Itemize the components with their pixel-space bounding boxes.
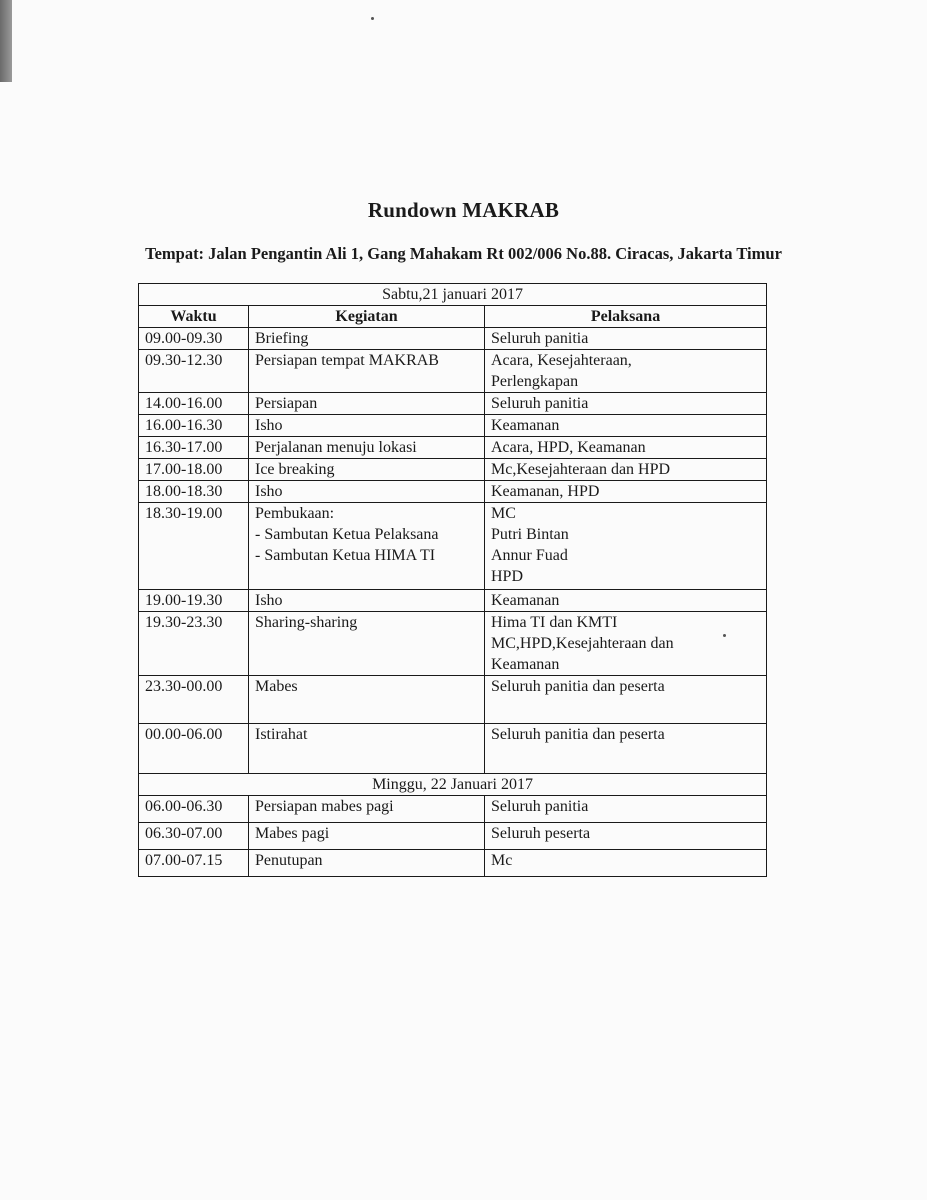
activity-text: Mabes <box>255 678 298 695</box>
activity-cell <box>249 676 485 724</box>
activity-text: Isho <box>255 417 283 434</box>
rundown-table-body <box>139 284 767 877</box>
schedule-row <box>139 850 767 877</box>
executor-text: Annur Fuad <box>491 547 568 564</box>
time-cell: 16.00-16.30 <box>139 415 249 437</box>
activity-text: Istirahat <box>255 726 308 743</box>
schedule-row <box>139 459 767 481</box>
activity-text: Briefing <box>255 330 309 347</box>
rundown-table <box>138 283 767 877</box>
executor-text: Perlengkapan <box>491 373 579 390</box>
time-cell: 16.30-17.00 <box>139 437 249 459</box>
day-label: Sabtu,21 januari 2017 <box>139 284 767 306</box>
activity-cell <box>249 459 485 481</box>
executor-text: Keamanan, HPD <box>491 483 600 500</box>
schedule-row <box>139 415 767 437</box>
executor-cell <box>485 459 767 481</box>
activity-text: Mabes pagi <box>255 825 330 842</box>
executor-cell <box>485 612 767 676</box>
executor-text: Mc,Kesejahteraan dan HPD <box>491 461 671 478</box>
scan-speck <box>371 17 374 20</box>
activity-cell <box>249 393 485 415</box>
activity-text: Pembukaan: <box>255 505 335 522</box>
activity-text: Persiapan tempat MAKRAB <box>255 352 439 369</box>
activity-cell <box>249 328 485 350</box>
activity-text: - Sambutan Ketua HIMA TI <box>255 547 436 564</box>
time-cell: 18.00-18.30 <box>139 481 249 503</box>
activity-text: Ice breaking <box>255 461 335 478</box>
time-cell: 09.30-12.30 <box>139 350 249 393</box>
schedule-row <box>139 724 767 774</box>
executor-text: HPD <box>491 568 524 585</box>
executor-text: Acara, HPD, Keamanan <box>491 439 646 456</box>
activity-cell <box>249 612 485 676</box>
executor-cell <box>485 590 767 612</box>
executor-text: Mc <box>491 852 513 869</box>
header-row <box>139 306 767 328</box>
location-line: Tempat: Jalan Pengantin Ali 1, Gang Mahakam Rt 002/006 No.88. Ciracas, Jakarta Timur <box>145 244 782 263</box>
time-cell: 17.00-18.00 <box>139 459 249 481</box>
time-cell: 19.00-19.30 <box>139 590 249 612</box>
activity-text: Penutupan <box>255 852 323 869</box>
scan-edge-shadow <box>0 0 12 82</box>
schedule-row <box>139 481 767 503</box>
schedule-row <box>139 612 767 676</box>
schedule-row <box>139 503 767 590</box>
executor-text: MC <box>491 505 516 522</box>
schedule-row <box>139 350 767 393</box>
column-header-waktu: Waktu <box>139 306 249 328</box>
activity-text: Perjalanan menuju lokasi <box>255 439 417 456</box>
executor-cell <box>485 415 767 437</box>
schedule-row <box>139 796 767 823</box>
activity-text: Persiapan mabes pagi <box>255 798 394 815</box>
activity-cell <box>249 415 485 437</box>
executor-text: Seluruh panitia <box>491 330 589 347</box>
day-row <box>139 774 767 796</box>
executor-text: Putri Bintan <box>491 526 569 543</box>
time-cell: 06.30-07.00 <box>139 823 249 850</box>
executor-text: Seluruh panitia <box>491 798 589 815</box>
activity-cell <box>249 724 485 774</box>
executor-cell <box>485 724 767 774</box>
activity-text: Isho <box>255 483 283 500</box>
schedule-row <box>139 328 767 350</box>
activity-cell <box>249 796 485 823</box>
activity-cell <box>249 437 485 459</box>
time-cell: 18.30-19.00 <box>139 503 249 590</box>
executor-text: Acara, Kesejahteraan, <box>491 352 632 369</box>
time-cell: 06.00-06.30 <box>139 796 249 823</box>
executor-text: MC,HPD,Kesejahteraan dan <box>491 635 674 652</box>
schedule-row <box>139 590 767 612</box>
activity-cell <box>249 850 485 877</box>
schedule-row <box>139 823 767 850</box>
executor-cell <box>485 481 767 503</box>
schedule-row <box>139 393 767 415</box>
time-cell: 14.00-16.00 <box>139 393 249 415</box>
activity-text: Persiapan <box>255 395 318 412</box>
activity-cell <box>249 503 485 590</box>
document-title: Rundown MAKRAB <box>367 198 560 222</box>
executor-text: Keamanan <box>491 592 560 609</box>
executor-text: Hima TI dan KMTI <box>491 614 618 631</box>
executor-cell <box>485 393 767 415</box>
executor-cell <box>485 328 767 350</box>
executor-cell <box>485 503 767 590</box>
time-cell: 19.30-23.30 <box>139 612 249 676</box>
executor-cell <box>485 676 767 724</box>
executor-cell <box>485 437 767 459</box>
executor-cell <box>485 796 767 823</box>
executor-text: Seluruh panitia dan peserta <box>491 726 665 743</box>
executor-text: Keamanan <box>491 656 560 673</box>
schedule-row <box>139 676 767 724</box>
executor-text: Seluruh panitia <box>491 395 589 412</box>
time-cell: 23.30-00.00 <box>139 676 249 724</box>
executor-text: Seluruh panitia dan peserta <box>491 678 665 695</box>
activity-text: - Sambutan Ketua Pelaksana <box>255 526 439 543</box>
activity-cell <box>249 823 485 850</box>
executor-cell <box>485 350 767 393</box>
executor-text: Keamanan <box>491 417 560 434</box>
time-cell: 07.00-07.15 <box>139 850 249 877</box>
column-header-pelaksana: Pelaksana <box>485 306 767 328</box>
executor-cell <box>485 823 767 850</box>
activity-text: Isho <box>255 592 283 609</box>
activity-cell <box>249 350 485 393</box>
executor-text: Seluruh peserta <box>491 825 591 842</box>
time-cell: 00.00-06.00 <box>139 724 249 774</box>
activity-cell <box>249 590 485 612</box>
activity-cell <box>249 481 485 503</box>
schedule-row <box>139 437 767 459</box>
day-label: Minggu, 22 Januari 2017 <box>139 774 767 796</box>
activity-text: Sharing-sharing <box>255 614 358 631</box>
time-cell: 09.00-09.30 <box>139 328 249 350</box>
day-row <box>139 284 767 306</box>
executor-cell <box>485 850 767 877</box>
column-header-kegiatan: Kegiatan <box>249 306 485 328</box>
